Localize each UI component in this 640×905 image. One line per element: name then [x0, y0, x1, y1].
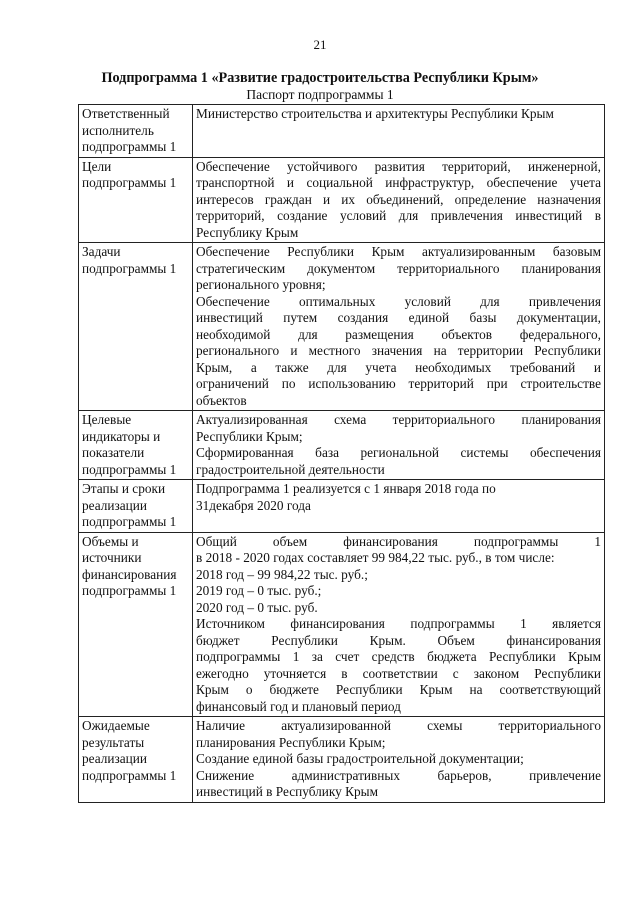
row-value-cell — [193, 480, 605, 533]
row-value-line: Обеспечение оптимальных условий для привлечения — [196, 293, 601, 309]
row-value-line: планирования Республики Крым; — [196, 734, 386, 750]
document-title: Подпрограмма 1 «Развитие градостроительства Республики Крым» — [101, 70, 539, 86]
passport-row-indicators — [79, 411, 605, 480]
row-value-line: 2018 год – 99 984,22 тыс. руб.; — [196, 566, 368, 582]
row-value-line: Обеспечение устойчивого развития территорий, инженерной, — [196, 158, 601, 174]
row-value-line: 31декабря 2020 года — [196, 497, 311, 513]
row-label-line: Объемы и — [82, 533, 139, 549]
row-value-line: Подпрограмма 1 реализуется с 1 января 2018 года по — [196, 481, 496, 496]
passport-row-tasks — [79, 243, 605, 411]
row-label-line: подпрограммы 1 — [82, 583, 177, 598]
row-value-line: Республику Крым — [196, 224, 299, 240]
row-value-cell — [193, 105, 605, 158]
row-value-line: Обеспечение Республики Крым актуализированным базовым — [196, 244, 601, 259]
row-value-line: интересов граждан и их объединений, определение назначения — [196, 191, 601, 207]
row-label-line: реализации — [82, 497, 147, 513]
row-label-line: подпрограммы 1 — [82, 139, 177, 154]
row-value-line: 2020 год – 0 тыс. руб. — [196, 599, 318, 615]
row-value-cell — [193, 411, 605, 480]
row-label-line: исполнитель — [82, 122, 154, 138]
row-value-line: в 2018 - 2020 годах составляет 99 984,22 тыс. руб., в том числе: — [196, 550, 555, 565]
page-number: 21 — [313, 37, 327, 52]
row-value-line: Актуализированная схема территориального планирования — [196, 412, 601, 427]
row-label-line: подпрограммы 1 — [82, 461, 177, 477]
row-label-line: результаты — [82, 734, 145, 750]
passport-row-stages — [79, 480, 605, 533]
passport-row-financing — [79, 532, 605, 717]
passport-table-body — [79, 105, 605, 803]
row-label-cell — [79, 105, 193, 158]
row-label-cell — [79, 243, 193, 411]
row-value-line: регионального уровня; — [196, 277, 326, 292]
row-value-line: Сформированная база региональной системы обеспечения — [196, 445, 601, 460]
row-label-line: подпрограммы 1 — [82, 767, 177, 783]
row-value-cell — [193, 717, 605, 803]
row-value-line: ежегодно уточняется в соответствии с законом Республики — [196, 665, 601, 681]
row-value-line: Создание единой базы градостроительной документации; — [196, 751, 524, 766]
row-label-line: подпрограммы 1 — [82, 514, 177, 529]
row-value-line: регионального и местного значения на территории Республики — [196, 343, 601, 358]
row-value-line: транспортной и социальной инфраструктур, обеспечение учета — [196, 175, 601, 190]
row-value-line: бюджет Республики Крым. Объем финансирования — [196, 632, 601, 648]
row-value-cell — [193, 157, 605, 243]
passport-row-results — [79, 717, 605, 803]
row-value-line: Снижение административных барьеров, привлечение — [196, 767, 601, 783]
row-value-line: инвестиций в Республику Крым — [196, 784, 379, 799]
row-label-line: финансирования — [82, 566, 177, 582]
row-value-line: подпрограммы 1 за счет средств бюджета Республики Крым — [196, 649, 601, 664]
row-label-line: Этапы и сроки — [82, 481, 166, 496]
row-value-cell — [193, 532, 605, 717]
row-label-cell — [79, 717, 193, 803]
row-value-line: Крым о бюджете Республики Крым на соответствующий — [196, 682, 601, 697]
row-value-line: объектов — [196, 392, 247, 408]
row-label-cell — [79, 532, 193, 717]
row-value-line: Наличие актуализированной схемы территориального — [196, 718, 601, 733]
row-value-cell — [193, 243, 605, 411]
row-value-line: 2019 год – 0 тыс. руб.; — [196, 583, 322, 598]
row-value-line: Крым, а также для учета необходимых требований и — [196, 359, 601, 375]
row-label-line: реализации — [82, 751, 147, 766]
row-label-line: индикаторы и — [82, 428, 161, 444]
row-label-cell — [79, 411, 193, 480]
row-value-line: необходимой для размещения объектов федерального, — [196, 326, 601, 342]
row-label-line: источники — [82, 550, 142, 565]
row-value-line: Министерство строительства и архитектуры Республики Крым — [196, 106, 554, 121]
row-label-line: подпрограммы 1 — [82, 260, 177, 276]
row-label-line: подпрограммы 1 — [82, 175, 177, 190]
row-value-line: финансовый год и плановый период — [196, 698, 401, 714]
row-value-line: стратегическим документом территориального планирования — [196, 260, 601, 276]
row-label-line: Ответственный — [82, 106, 170, 121]
row-label-cell — [79, 157, 193, 243]
row-label-cell — [79, 480, 193, 533]
row-value-line: Источником финансирования подпрограммы 1 является — [196, 616, 601, 631]
row-label-line: Ожидаемые — [82, 718, 150, 733]
row-value-line: Республики Крым; — [196, 428, 303, 444]
row-value-line: территорий, создание условий для привлечения инвестиций в — [196, 208, 601, 223]
passport-row-responsible — [79, 105, 605, 158]
row-value-line: Общий объем финансирования подпрограммы 1 — [196, 533, 601, 549]
row-label-line: Цели — [82, 158, 112, 174]
passport-row-goals — [79, 157, 605, 243]
row-label-line: Целевые — [82, 412, 132, 427]
row-label-line: Задачи — [82, 244, 121, 259]
document-subtitle: Паспорт подпрограммы 1 — [246, 87, 394, 102]
row-label-line: показатели — [82, 445, 145, 460]
row-value-line: градостроительной деятельности — [196, 461, 385, 477]
row-value-line: ограничений по использованию территорий при строительстве — [196, 376, 601, 391]
passport-table — [78, 104, 605, 803]
row-value-line: инвестиций путем создания единой базы документации, — [196, 310, 601, 325]
